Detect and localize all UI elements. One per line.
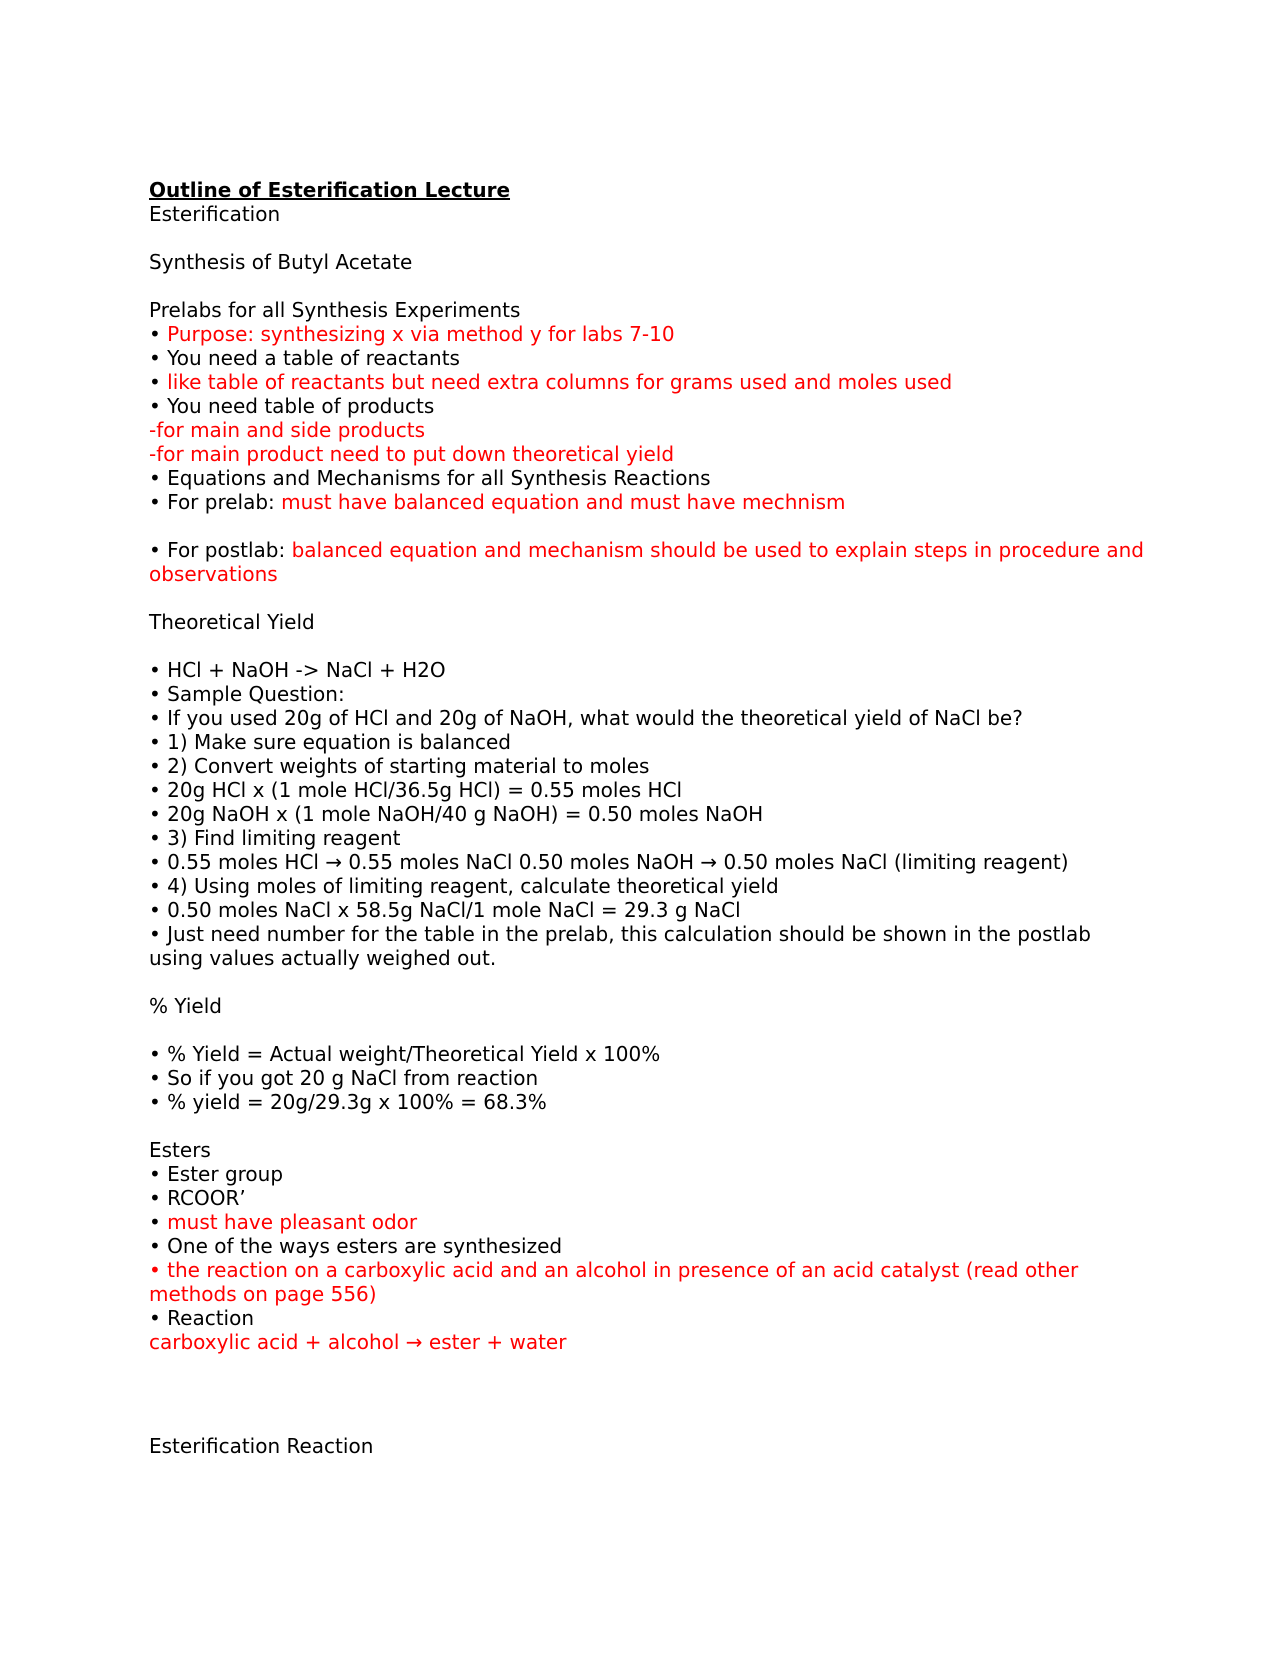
- bullet: •: [149, 1234, 168, 1258]
- list-item: [149, 346, 1149, 370]
- list-item: • Just need number for the table in the prelab, this calculation should be shown in the postlab using values actually weighed out.: [149, 922, 1098, 970]
- products-note: -for main and side products: [149, 418, 426, 442]
- prelab-note: must have balanced equation and must have mechnism: [281, 490, 846, 514]
- bullet: •: [149, 538, 168, 562]
- products-table-item: You need table of products: [167, 394, 435, 418]
- list-item: • If you used 20g of HCl and 20g of NaOH, what would the theoretical yield of NaCl be?: [149, 706, 1023, 730]
- percent-yield-heading: % Yield: [149, 994, 222, 1018]
- list-item: [149, 1210, 1149, 1234]
- reaction-item: Reaction: [167, 1306, 255, 1330]
- list-item: • 0.55 moles HCl → 0.55 moles NaCl 0.50 moles NaOH → 0.50 moles NaCl (limiting reagent): [149, 850, 1069, 874]
- synthesis-heading: Synthesis of Butyl Acetate: [149, 250, 413, 274]
- esters-heading: Esters: [149, 1138, 211, 1162]
- list-item: • % yield = 20g/29.3g x 100% = 68.3%: [149, 1090, 547, 1114]
- list-item: • 20g NaOH x (1 mole NaOH/40 g NaOH) = 0.50 moles NaOH: [149, 802, 764, 826]
- rcoor-item: RCOOR’: [167, 1186, 246, 1210]
- odor-note: must have pleasant odor: [167, 1210, 418, 1234]
- bullet: •: [149, 394, 168, 418]
- products-note: -for main product need to put down theoretical yield: [149, 442, 675, 466]
- list-item: • HCl + NaOH -> NaCl + H2O: [149, 658, 446, 682]
- equations-item: Equations and Mechanisms for all Synthesis Reactions: [167, 466, 711, 490]
- blank-line: [149, 226, 1149, 250]
- list-item: [149, 370, 1149, 394]
- document-content: [149, 178, 1149, 1458]
- document-title: Outline of Esterification Lecture: [149, 178, 511, 202]
- bullet: •: [149, 1186, 168, 1210]
- list-item: [149, 394, 1149, 418]
- list-item: [149, 1162, 1149, 1186]
- list-item: • 3) Find limiting reagent: [149, 826, 401, 850]
- list-item: • 20g HCl x (1 mole HCl/36.5g HCl) = 0.55 moles HCl: [149, 778, 683, 802]
- list-item: [149, 538, 1149, 586]
- bullet: •: [149, 370, 168, 394]
- blank-line: [149, 514, 1149, 538]
- esterification-reaction-heading: Esterification Reaction: [149, 1434, 374, 1458]
- blank-line: [149, 274, 1149, 298]
- reaction-note: the reaction on a carboxylic acid and an alcohol in presence of an acid catalyst (read other methods on page 556): [149, 1258, 1085, 1306]
- list-item: [149, 322, 1149, 346]
- reaction-equation: carboxylic acid + alcohol → ester + water: [149, 1330, 567, 1354]
- bullet: •: [149, 1258, 168, 1282]
- postlab-note: balanced equation and mechanism should be used to explain steps in procedure and observations: [149, 538, 1151, 586]
- bullet: •: [149, 322, 168, 346]
- bullet: •: [149, 1162, 168, 1186]
- list-item: [149, 1306, 1149, 1330]
- blank-line: [149, 1114, 1149, 1138]
- synthesis-ways-item: One of the ways esters are synthesized: [167, 1234, 563, 1258]
- blank-line: [149, 634, 1149, 658]
- blank-line: [149, 1018, 1149, 1042]
- blank-line: [149, 970, 1149, 994]
- theoretical-yield-heading: Theoretical Yield: [149, 610, 315, 634]
- list-item: • Sample Question:: [149, 682, 345, 706]
- subtitle: Esterification: [149, 202, 281, 226]
- bullet: •: [149, 1210, 168, 1234]
- list-item: [149, 1234, 1149, 1258]
- list-item: • % Yield = Actual weight/Theoretical Yield x 100%: [149, 1042, 661, 1066]
- postlab-label: For postlab:: [167, 538, 292, 562]
- list-item: • 2) Convert weights of starting material to moles: [149, 754, 650, 778]
- prelab-label: For prelab:: [167, 490, 282, 514]
- reactants-table-item: You need a table of reactants: [167, 346, 460, 370]
- bullet: •: [149, 1306, 168, 1330]
- list-item: • So if you got 20 g NaCl from reaction: [149, 1066, 539, 1090]
- bullet: •: [149, 490, 168, 514]
- spacer: [149, 1354, 1149, 1434]
- bullet: •: [149, 346, 168, 370]
- list-item: • 0.50 moles NaCl x 58.5g NaCl/1 mole NaCl = 29.3 g NaCl: [149, 898, 741, 922]
- list-item: [149, 1258, 1149, 1306]
- blank-line: [149, 586, 1149, 610]
- ester-group-item: Ester group: [167, 1162, 284, 1186]
- prelabs-heading: Prelabs for all Synthesis Experiments: [149, 298, 521, 322]
- list-item: [149, 490, 1149, 514]
- list-item: [149, 1186, 1149, 1210]
- list-item: [149, 466, 1149, 490]
- list-item: • 1) Make sure equation is balanced: [149, 730, 511, 754]
- purpose-note: Purpose: synthesizing x via method y for labs 7-10: [167, 322, 675, 346]
- bullet: •: [149, 466, 168, 490]
- reactants-note: like table of reactants but need extra columns for grams used and moles used: [167, 370, 953, 394]
- list-item: • 4) Using moles of limiting reagent, calculate theoretical yield: [149, 874, 779, 898]
